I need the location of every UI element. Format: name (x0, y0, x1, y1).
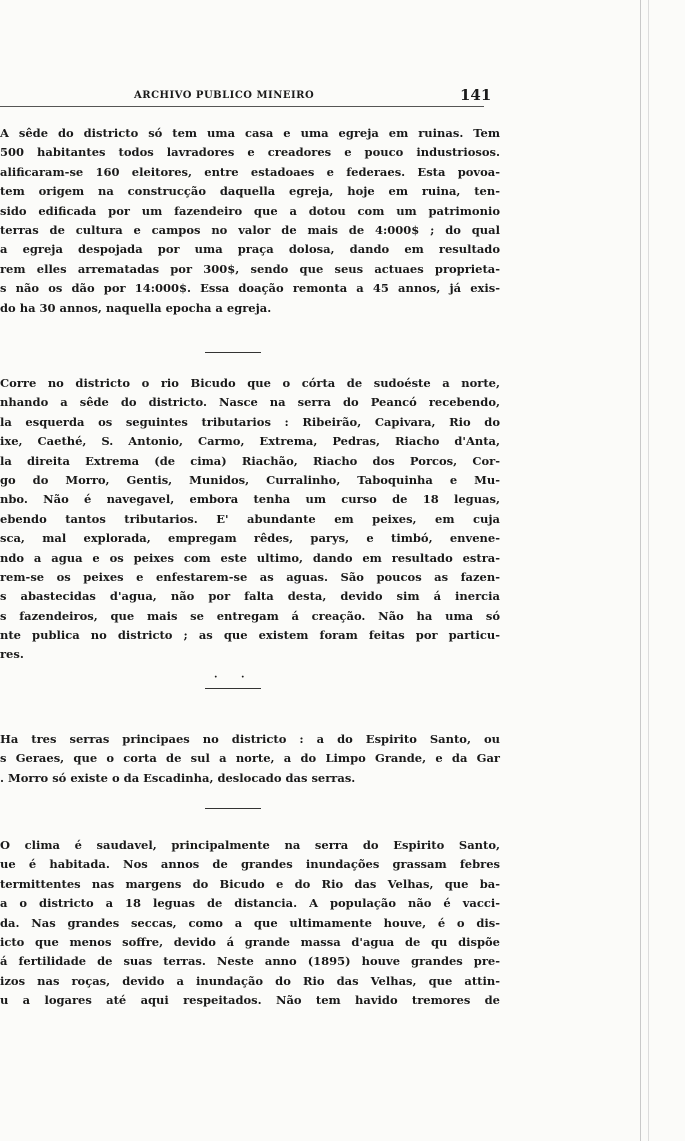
page-number: 141 (460, 86, 492, 104)
running-head (0, 86, 500, 106)
text-line: rem-se os peixes e enfestarem-se as aguas. São poucos as fazen- (0, 569, 500, 584)
text-line: da. Nas grandes seccas, como a que ultimamente houve, é o dis- (0, 915, 500, 930)
paragraph-river (0, 374, 500, 665)
binding-edge-line (640, 0, 641, 1141)
text-line: a egreja despojada por uma praça dolosa, dando em resultado (0, 242, 500, 257)
text-line: do ha 30 annos, naquella epocha a egreja. (0, 300, 272, 315)
text-line: go do Morro, Gentis, Munidos, Curralinho, Taboquinha e Mu- (0, 472, 500, 487)
text-line: A sêde do districto só tem uma casa e uma egreja em ruinas. Tem (0, 126, 500, 140)
text-line: á fertilidade de suas terras. Neste anno (1895) houve grandes pre- (0, 954, 500, 969)
text-line: nbo. Não é navegavel, embora tenha um curso de 18 leguas, (0, 492, 500, 507)
text-line: ndo a agua e os peixes com este ultimo, dando em resultado estra- (0, 550, 500, 565)
text-line: la direita Extrema (de cima) Riachão, Riacho dos Porcos, Cor- (0, 453, 500, 468)
paragraph-church (0, 124, 500, 318)
running-title: ARCHIVO PUBLICO MINEIRO (134, 90, 315, 101)
text-line: . Morro só existe o da Escadinha, deslocado das serras. (0, 770, 356, 785)
text-line: nhando a sêde do districto. Nasce na serra do Peancó recebendo, (0, 395, 500, 410)
text-line: rem elles arrematadas por 300$, sendo que seus actuaes proprieta- (0, 261, 500, 276)
text-line: ixe, Caethé, S. Antonio, Carmo, Extrema, Pedras, Riacho d'Anta, (0, 434, 500, 449)
section-separator (205, 688, 261, 689)
text-line: izos nas roças, devido a inundação do Rio das Velhas, que attin- (0, 973, 500, 988)
text-line: sca, mal explorada, empregam rêdes, parys, e timbó, envene- (0, 531, 500, 546)
text-line: s abastecidas d'agua, não por falta desta, devido sim á inercia (0, 589, 500, 604)
text-line: terras de cultura e campos no valor de mais de 4:000$ ; do qual (0, 222, 500, 237)
header-rule (0, 106, 484, 107)
text-line: tem origem na construcção daquella egreja, hoje em ruina, ten- (0, 184, 500, 199)
text-line: u a logares até aqui respeitados. Não tem havido tremores de (0, 993, 500, 1008)
text-line: 500 habitantes todos lavradores e creadores e pouco industriosos. (0, 145, 500, 160)
text-line: s fazendeiros, que mais se entregam á creação. Não ha uma só (0, 608, 500, 623)
paragraph-mountains (0, 730, 500, 788)
section-separator (205, 352, 261, 353)
text-line: alificaram-se 160 eleitores, entre estadoaes e federaes. Esta povoa- (0, 164, 500, 179)
text-line: Corre no districto o rio Bicudo que o córta de sudoéste a norte, (0, 376, 500, 390)
text-line: termittentes nas margens do Bicudo e do Rio das Velhas, que ba- (0, 876, 500, 891)
text-line: a o districto a 18 leguas de distancia. A população não é vacci- (0, 896, 500, 911)
text-line: ebendo tantos tributarios. E' abundante em peixes, em cuja (0, 511, 500, 526)
section-separator (205, 808, 261, 809)
text-line: la esquerda os seguintes tributarios : Ribeirão, Capivara, Rio do (0, 414, 500, 429)
text-line: sido edificada por um fazendeiro que a dotou com um patrimonio (0, 203, 500, 218)
text-line: s não os dão por 14:000$. Essa doação remonta a 45 annos, já exis- (0, 281, 500, 296)
text-line: ue é habitada. Nos annos de grandes inundações grassam febres (0, 857, 500, 872)
text-line: nte publica no districto ; as que existem foram feitas por particu- (0, 628, 500, 643)
text-line: s Geraes, que o corta de sul a norte, a do Limpo Grande, e da Gar (0, 751, 500, 766)
section-separator-dots: · · (214, 672, 255, 683)
paragraph-climate (0, 836, 500, 1011)
binding-edge-line (648, 0, 649, 1141)
text-line: icto que menos soffre, devido á grande massa d'agua de qu dispõe (0, 934, 500, 949)
text-line: O clima é saudavel, principalmente na serra do Espirito Santo, (0, 838, 500, 852)
text-line: Ha tres serras principaes no districto : a do Espirito Santo, ou (0, 732, 500, 746)
text-line: res. (0, 647, 24, 662)
